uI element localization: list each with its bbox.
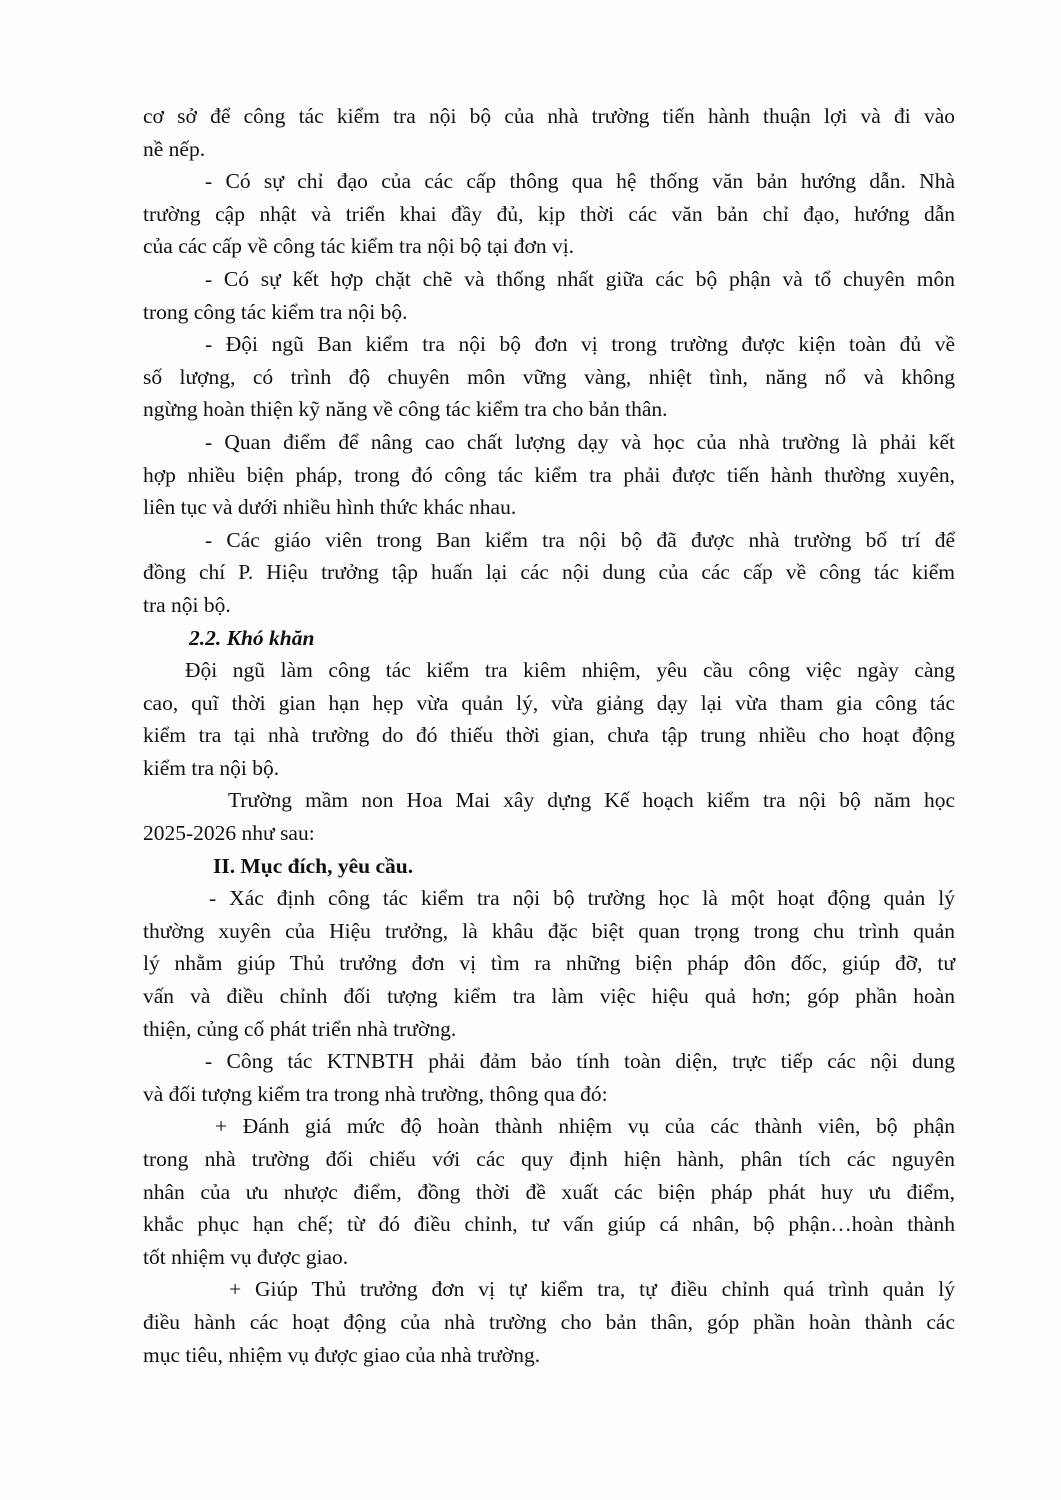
document-line: lý nhằm giúp Thủ trưởng đơn vị tìm ra những biện pháp đôn đốc, giúp đỡ, tư <box>143 951 955 976</box>
document-line: - Công tác KTNBTH phải đảm bảo tính toàn diện, trực tiếp các nội dung <box>205 1049 955 1074</box>
document-line: cơ sở để công tác kiểm tra nội bộ của nhà trường tiến hành thuận lợi và đi vào <box>143 104 955 128</box>
document-line: II. Mục đích, yêu cầu. <box>213 853 414 878</box>
document-line: trong nhà trường đối chiếu với các quy định hiện hành, phân tích các nguyên <box>143 1147 955 1171</box>
document-line: liên tục và dưới nhiều hình thức khác nhau. <box>143 495 517 520</box>
document-line: + Giúp Thủ trưởng đơn vị tự kiểm tra, tự điều chỉnh quá trình quản lý <box>229 1277 955 1302</box>
document-line: của các cấp về công tác kiểm tra nội bộ tại đơn vị. <box>143 234 575 259</box>
document-line: tốt nhiệm vụ được giao. <box>143 1244 349 1269</box>
document-line: điều hành các hoạt động của nhà trường cho bản thân, góp phần hoàn thành các <box>143 1309 955 1334</box>
document-line: ngừng hoàn thiện kỹ năng về công tác kiểm tra cho bản thân. <box>143 397 668 422</box>
document-line: Đội ngũ làm công tác kiểm tra kiêm nhiệm, yêu cầu công việc ngày càng <box>185 658 955 683</box>
document-line: - Đội ngũ Ban kiểm tra nội bộ đơn vị trong trường được kiện toàn đủ về <box>205 332 955 357</box>
document-line: - Quan điểm để nâng cao chất lượng dạy và học của nhà trường là phải kết <box>205 429 955 454</box>
document-line: - Có sự kết hợp chặt chẽ và thống nhất giữa các bộ phận và tổ chuyên môn <box>205 266 955 291</box>
document-line: Trường mầm non Hoa Mai xây dựng Kế hoạch kiểm tra nội bộ năm học <box>228 788 955 813</box>
document-line: + Đánh giá mức độ hoàn thành nhiệm vụ của các thành viên, bộ phận <box>215 1114 955 1139</box>
document-line: thường xuyên của Hiệu trưởng, là khâu đặc biệt quan trọng trong chu trình quản <box>143 918 955 943</box>
document-line: trong công tác kiểm tra nội bộ. <box>143 299 408 324</box>
document-line: kiểm tra tại nhà trường do đó thiếu thời gian, chưa tập trung nhiều cho hoạt động <box>143 723 955 748</box>
document-line: khắc phục hạn chế; từ đó điều chỉnh, tư vấn giúp cá nhân, bộ phận…hoàn thành <box>143 1212 955 1237</box>
document-line: - Xác định công tác kiểm tra nội bộ trường học là một hoạt động quản lý <box>209 886 955 911</box>
document-line: - Có sự chỉ đạo của các cấp thông qua hệ thống văn bản hướng dẫn. Nhà <box>205 169 955 194</box>
document-line: tra nội bộ. <box>143 592 231 617</box>
document-line: và đối tượng kiểm tra trong nhà trường, thông qua đó: <box>143 1081 608 1106</box>
document-line: kiểm tra nội bộ. <box>143 755 280 780</box>
document-line: 2025-2026 như sau: <box>143 821 315 846</box>
document-line: nề nếp. <box>143 136 206 161</box>
document-line: hợp nhiều biện pháp, trong đó công tác kiểm tra phải được tiến hành thường xuyên, <box>143 462 955 487</box>
document-line: - Các giáo viên trong Ban kiểm tra nội bộ đã được nhà trường bố trí để <box>205 527 955 552</box>
document-line: thiện, củng cố phát triển nhà trường. <box>143 1016 457 1041</box>
document-line: 2.2. Khó khăn <box>189 625 315 650</box>
document-line: cao, quĩ thời gian hạn hẹp vừa quản lý, vừa giảng dạy lại vừa tham gia công tác <box>143 690 955 715</box>
document-line: mục tiêu, nhiệm vụ được giao của nhà trường. <box>143 1342 541 1367</box>
document-line: nhân của ưu nhược điểm, đồng thời đề xuất các biện pháp phát huy ưu điểm, <box>143 1179 955 1204</box>
document-line: số lượng, có trình độ chuyên môn vững vàng, nhiệt tình, năng nổ và không <box>143 364 955 389</box>
document-line: đồng chí P. Hiệu trưởng tập huấn lại các nội dung của các cấp về công tác kiểm <box>143 560 955 585</box>
document-body <box>143 100 955 1371</box>
document-line: vấn và điều chỉnh đối tượng kiểm tra làm việc hiệu quả hơn; góp phần hoàn <box>143 984 955 1009</box>
document-line: trường cập nhật và triển khai đầy đủ, kịp thời các văn bản chỉ đạo, hướng dẫn <box>143 201 955 226</box>
